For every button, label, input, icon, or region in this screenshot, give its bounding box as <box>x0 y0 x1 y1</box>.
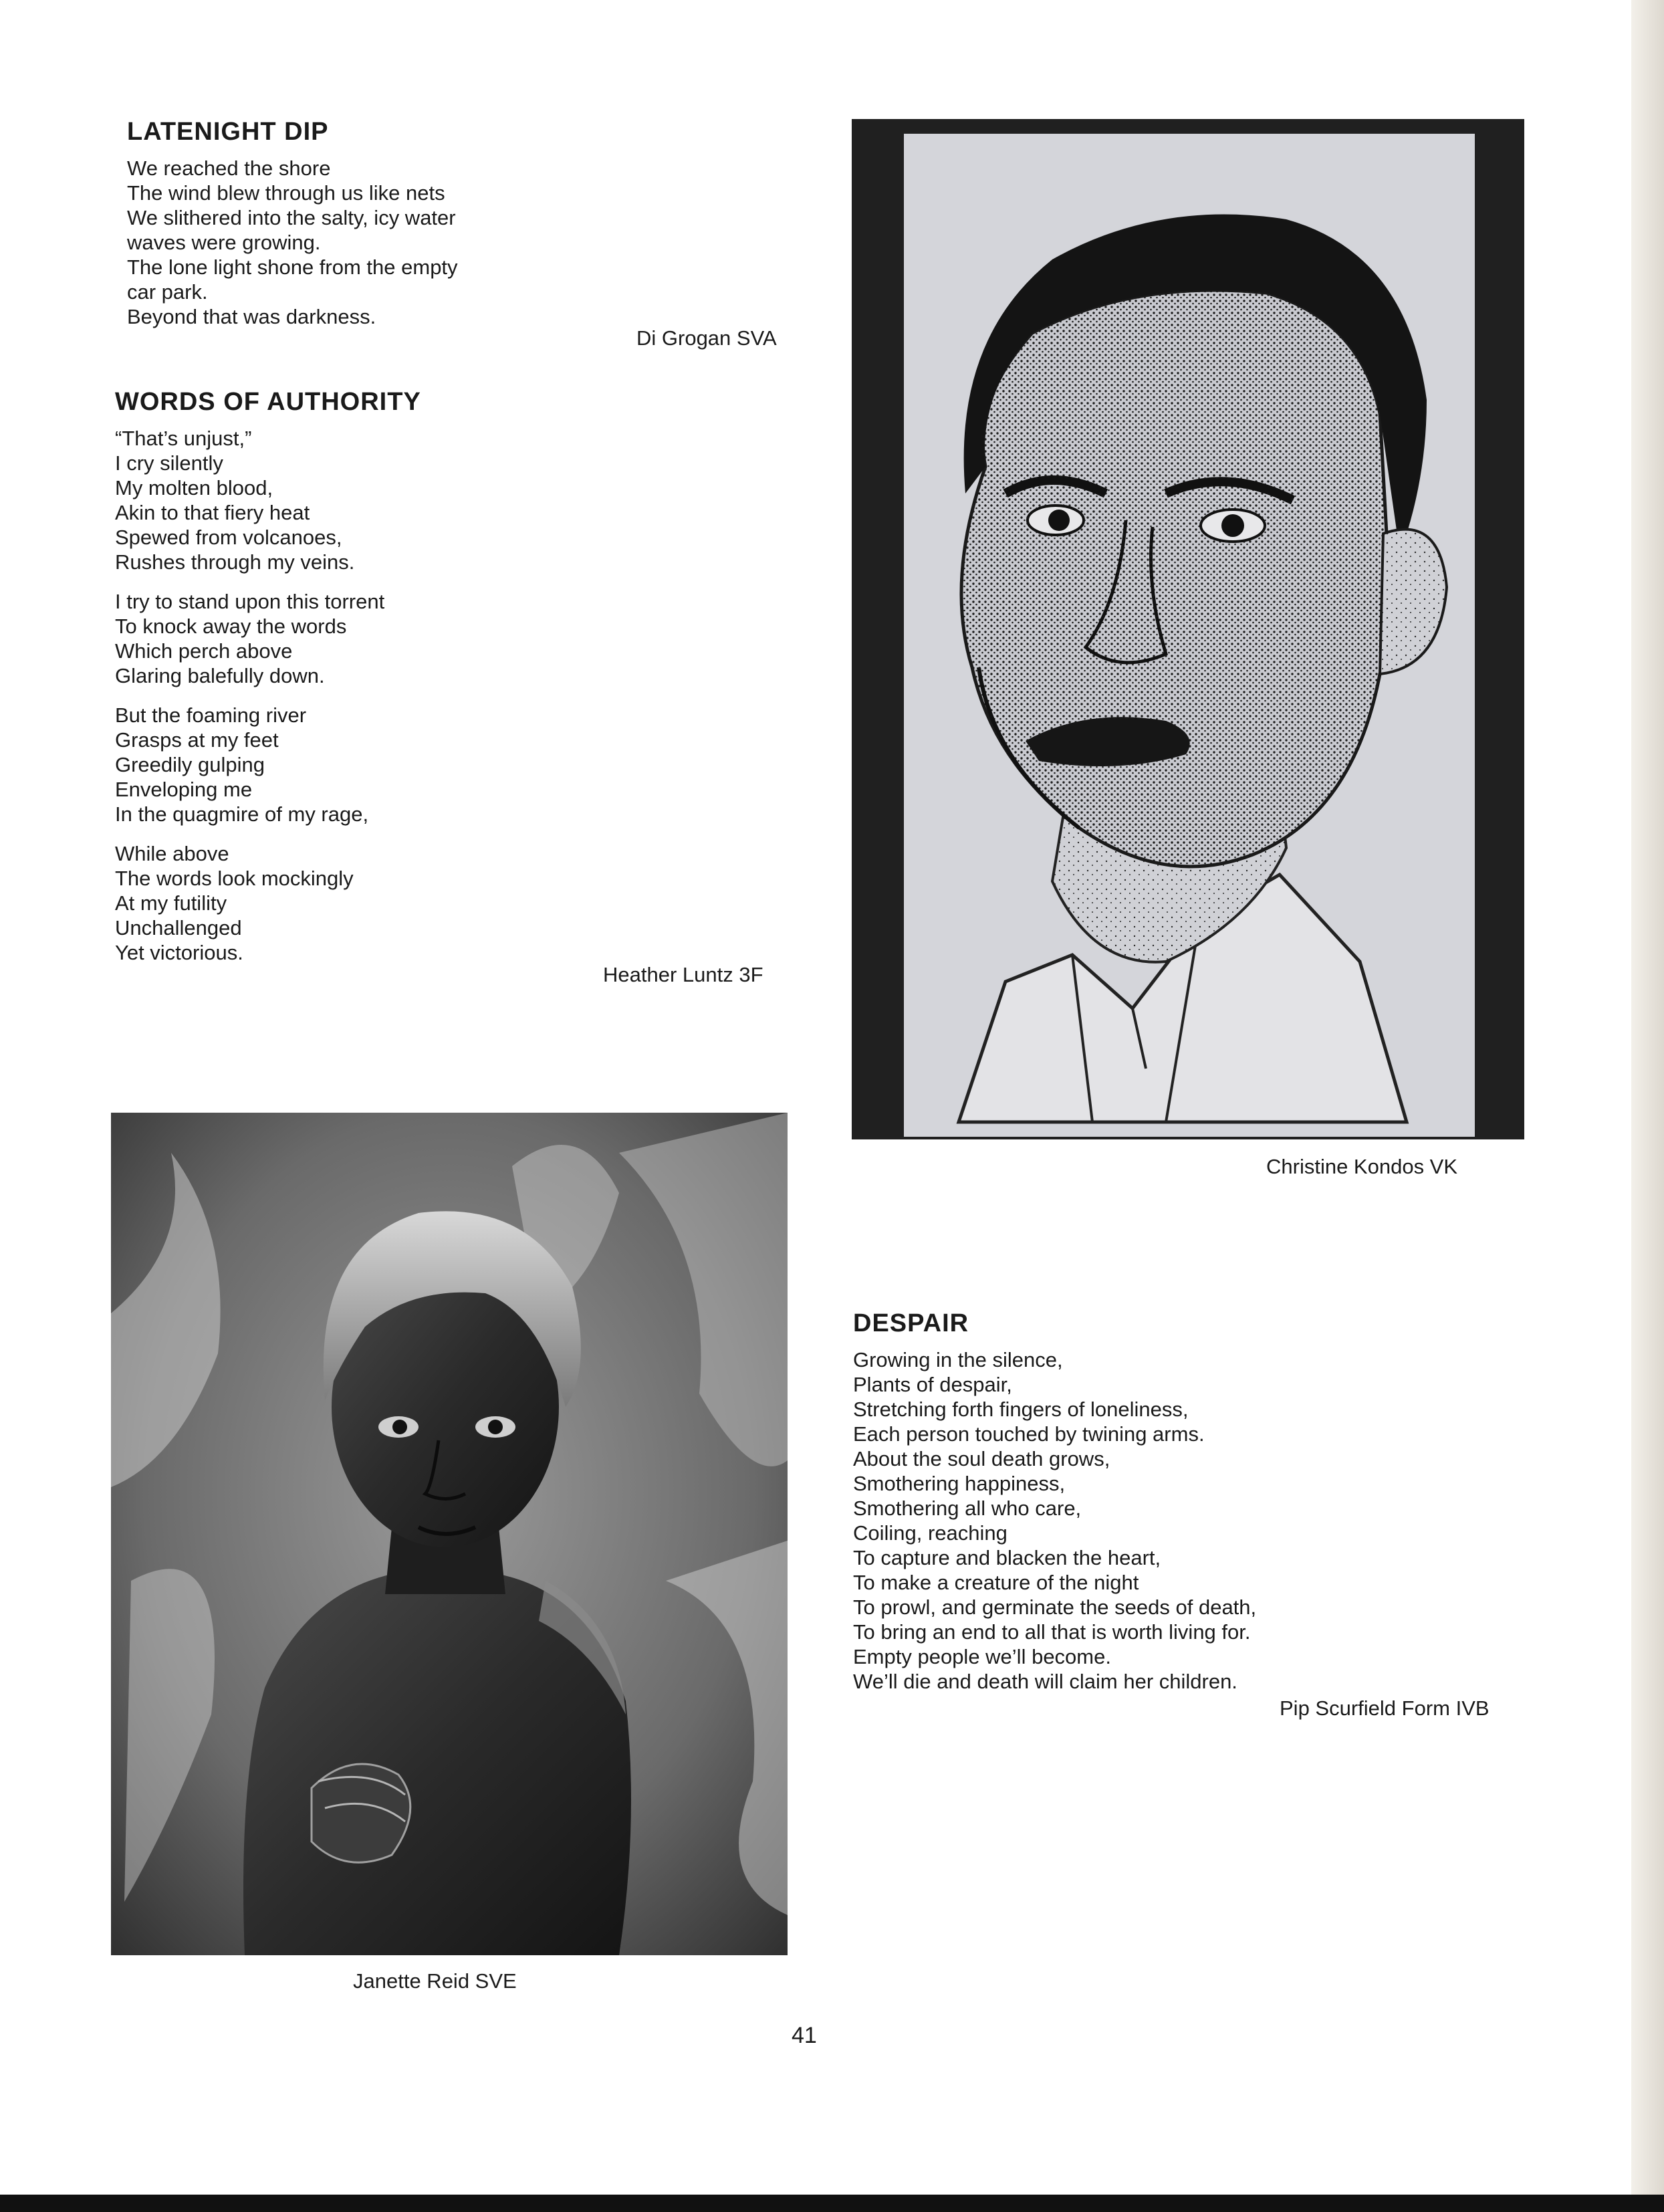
page-edge-right <box>1631 0 1664 2212</box>
poem-line: Plants of despair, <box>853 1373 1012 1396</box>
poem-line: waves were growing. <box>127 231 321 254</box>
poem-line: Empty people we’ll become. <box>853 1645 1111 1668</box>
poem-stanza <box>115 426 421 574</box>
poem-line: “That’s unjust,” <box>115 427 252 450</box>
artwork-credit: Janette Reid SVE <box>353 1969 517 1993</box>
poem-line: To knock away the words <box>115 615 347 638</box>
poem-despair <box>853 1309 1256 1694</box>
poem-line: car park. <box>127 280 208 304</box>
poem-line: My molten blood, <box>115 476 273 500</box>
poem-title: WORDS OF AUTHORITY <box>115 388 421 416</box>
poem-line: At my futility <box>115 891 227 915</box>
poem-line: I try to stand upon this torrent <box>115 590 385 613</box>
page-number: 41 <box>792 2023 817 2048</box>
poem-line: To make a creature of the night <box>853 1571 1139 1594</box>
poem-line: The lone light shone from the empty <box>127 255 458 279</box>
portrait-drawing-man-svg <box>852 119 1524 1139</box>
poem-line: Yet victorious. <box>115 941 243 964</box>
poem-line: Rushes through my veins. <box>115 550 355 574</box>
poem-stanza <box>115 841 421 965</box>
poem-line: Unchallenged <box>115 916 242 939</box>
page-edge-bottom <box>0 2195 1664 2212</box>
portrait-drawing-man <box>852 119 1524 1139</box>
poem-line: But the foaming river <box>115 703 307 727</box>
artwork-credit: Christine Kondos VK <box>1266 1155 1458 1178</box>
poem-line: I cry silently <box>115 451 223 475</box>
poem-line: Stretching forth fingers of loneliness, <box>853 1398 1189 1421</box>
portrait-painting-child-svg <box>111 1113 788 1955</box>
poem-line: About the soul death grows, <box>853 1447 1110 1470</box>
poem-title: DESPAIR <box>853 1309 969 1337</box>
poem-line: Which perch above <box>115 639 293 663</box>
poem-line: We reached the shore <box>127 156 331 180</box>
poem-line: Akin to that fiery heat <box>115 501 310 524</box>
poem-line: Smothering all who care, <box>853 1497 1082 1520</box>
poem-line: Greedily gulping <box>115 753 265 776</box>
poem-words-of-authority <box>115 388 421 980</box>
poem-line: Grasps at my feet <box>115 728 279 752</box>
poem-author: Pip Scurfield Form IVB <box>1280 1696 1490 1720</box>
poem-line: Spewed from volcanoes, <box>115 526 342 549</box>
poem-line: Glaring balefully down. <box>115 664 325 687</box>
poem-line: We’ll die and death will claim her children. <box>853 1670 1237 1693</box>
poem-author: Heather Luntz 3F <box>603 963 763 986</box>
poem-line: In the quagmire of my rage, <box>115 802 369 826</box>
poem-title: LATENIGHT DIP <box>127 118 329 146</box>
poem-line: While above <box>115 842 229 865</box>
poem-line: We slithered into the salty, icy water <box>127 206 456 229</box>
poem-latenight-dip <box>127 118 458 329</box>
poem-line: To bring an end to all that is worth living for. <box>853 1620 1251 1644</box>
poem-stanza <box>115 589 421 688</box>
poem-author: Di Grogan SVA <box>636 326 777 350</box>
poem-line: Beyond that was darkness. <box>127 305 376 328</box>
portrait-painting-child <box>111 1113 788 1955</box>
poem-line: Growing in the silence, <box>853 1348 1063 1371</box>
poem-line: To prowl, and germinate the seeds of death, <box>853 1595 1257 1619</box>
poem-line: To capture and blacken the heart, <box>853 1546 1161 1569</box>
poem-line: Enveloping me <box>115 778 253 801</box>
poem-line: Coiling, reaching <box>853 1521 1007 1545</box>
poem-line: Smothering happiness, <box>853 1472 1066 1495</box>
poem-line: Each person touched by twining arms. <box>853 1422 1205 1446</box>
poem-line: The words look mockingly <box>115 867 354 890</box>
poem-line: The wind blew through us like nets <box>127 181 445 205</box>
poem-stanza <box>115 703 421 826</box>
